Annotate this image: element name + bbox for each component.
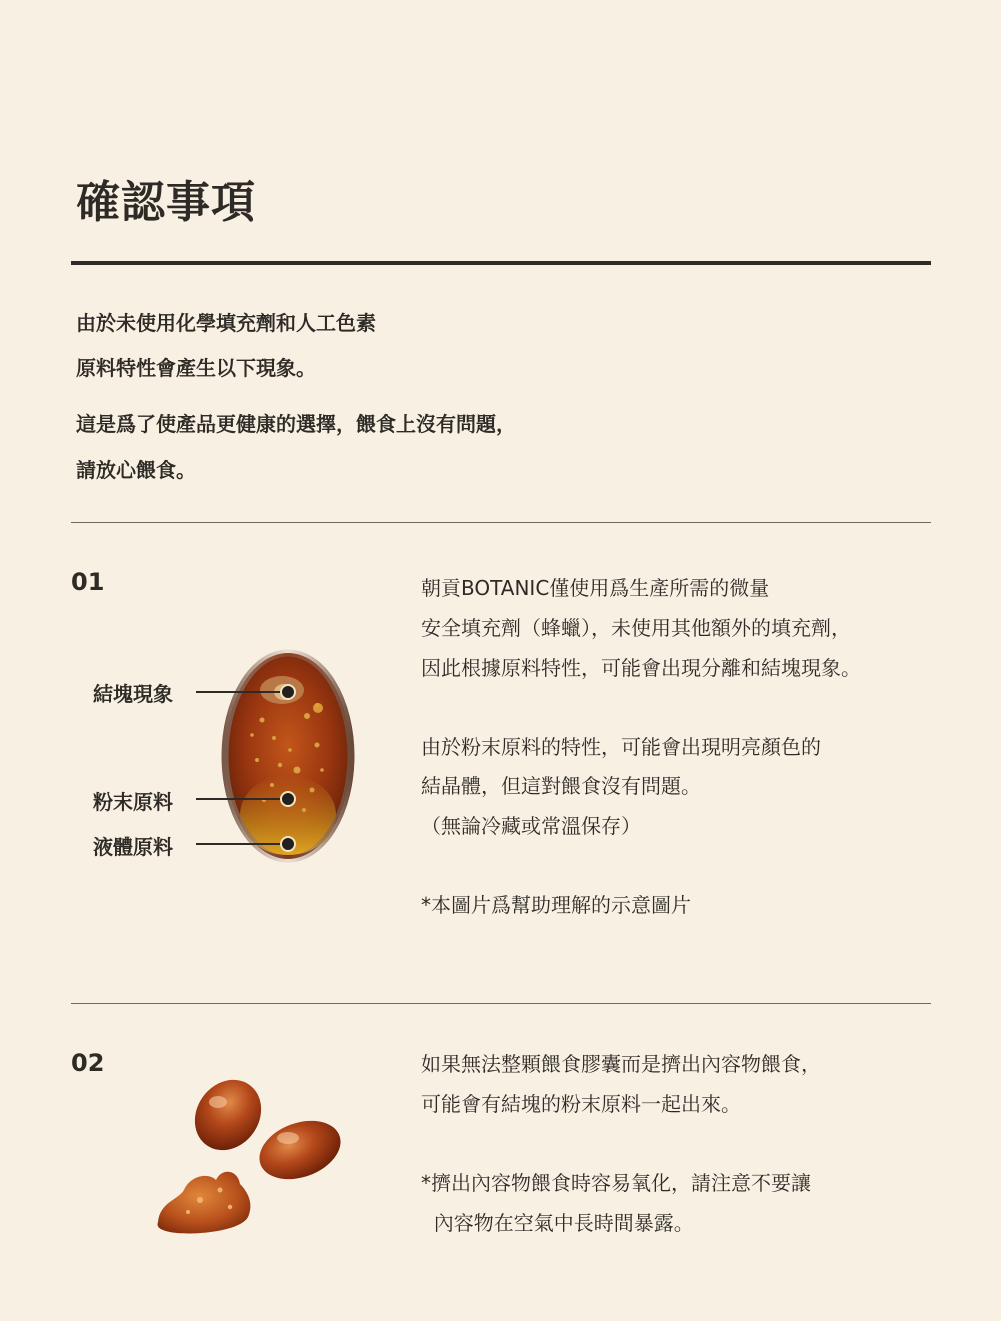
intro-line-3: 這是爲了使產品更健康的選擇，餵食上沒有問題， [76, 412, 516, 436]
intro-line-1: 由於未使用化學填充劑和人工色素 [76, 311, 376, 335]
leader-line-liquid [196, 843, 286, 845]
label-powder-ingredient: 粉末原料 [93, 790, 173, 814]
squeezed-capsules-illustration [150, 1072, 350, 1242]
section2-note-1: *擠出內容物餵食時容易氧化，請注意不要讓 [421, 1171, 811, 1195]
intro-line-4: 請放心餵食。 [76, 458, 196, 482]
section-divider-1 [71, 522, 931, 523]
section-divider-2 [71, 1003, 931, 1004]
title-divider [71, 261, 931, 265]
section-number-01: 01 [71, 568, 105, 596]
section2-note-2: 內容物在空氣中長時間暴露。 [421, 1211, 694, 1235]
section2-text-1: 如果無法整顆餵食膠囊而是擠出內容物餵食， [421, 1052, 821, 1076]
section1-text-1: 朝貢BOTANIC僅使用爲生產所需的微量 [421, 576, 770, 600]
label-liquid-ingredient: 液體原料 [93, 835, 173, 859]
section1-image-note: *本圖片爲幫助理解的示意圖片 [421, 893, 691, 917]
intro-line-2: 原料特性會產生以下現象。 [76, 356, 316, 380]
label-clumping: 結塊現象 [93, 682, 173, 706]
leader-line-clumping [196, 691, 286, 693]
marker-dot-liquid [280, 836, 296, 852]
marker-dot-clumping [280, 684, 296, 700]
page-title: 確認事項 [76, 177, 256, 228]
leader-line-powder [196, 798, 286, 800]
capsule-cross-section-illustration [222, 650, 354, 862]
section-number-02: 02 [71, 1049, 105, 1077]
marker-dot-powder [280, 791, 296, 807]
section1-text-5: 結晶體，但這對餵食沒有問題。 [421, 774, 701, 798]
section1-text-3: 因此根據原料特性，可能會出現分離和結塊現象。 [421, 656, 861, 680]
section2-text-2: 可能會有結塊的粉末原料一起出來。 [421, 1092, 741, 1116]
section1-text-2: 安全填充劑（蜂蠟），未使用其他額外的填充劑， [421, 616, 851, 640]
section1-text-6: （無論冷藏或常溫保存） [421, 814, 641, 838]
section1-text-4: 由於粉末原料的特性，可能會出現明亮顏色的 [421, 735, 821, 759]
